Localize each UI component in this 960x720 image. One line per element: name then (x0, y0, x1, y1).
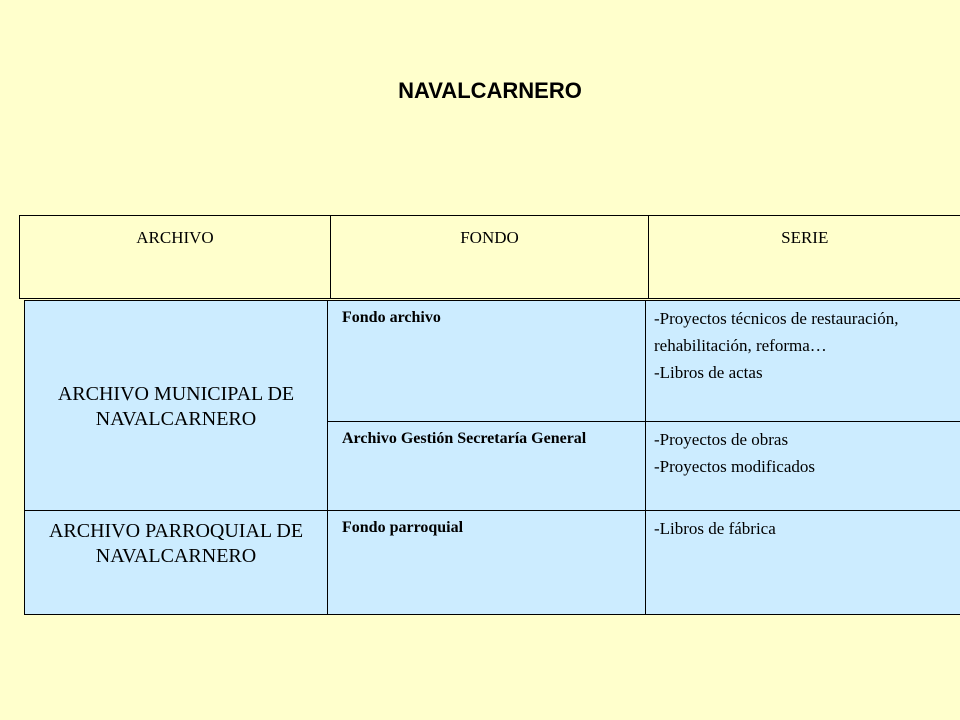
serie-cell (646, 422, 960, 511)
serie-item: -Proyectos técnicos de restauración, rehabilitación, reforma… (654, 309, 899, 355)
table-row (25, 301, 960, 422)
header-table (19, 215, 960, 299)
archivo-cell: ARCHIVO PARROQUIAL DE NAVALCARNERO (25, 511, 328, 615)
archive-table (24, 300, 960, 615)
serie-cell (646, 511, 960, 615)
page-title: NAVALCARNERO (398, 78, 582, 103)
archivo-cell: ARCHIVO MUNICIPAL DE NAVALCARNERO (25, 301, 328, 511)
header-fondo: FONDO (331, 216, 649, 299)
serie-item: -Proyectos de obras (654, 430, 789, 449)
table-row (25, 511, 960, 615)
serie-item: -Libros de fábrica (654, 519, 776, 538)
fondo-cell: Fondo parroquial (328, 511, 646, 615)
serie-cell (646, 301, 960, 422)
serie-item: -Proyectos modificados (654, 457, 815, 476)
fondo-cell: Fondo archivo (328, 301, 646, 422)
header-serie: SERIE (649, 216, 960, 299)
serie-item: -Libros de actas (654, 363, 763, 382)
header-archivo: ARCHIVO (20, 216, 331, 299)
fondo-cell: Archivo Gestión Secretaría General (328, 422, 646, 511)
header-row (20, 216, 960, 299)
